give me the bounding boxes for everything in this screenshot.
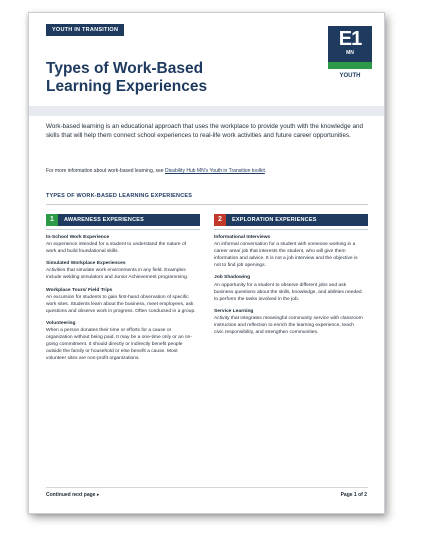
footer-divider — [46, 487, 368, 488]
list-item — [214, 274, 364, 302]
column-header-exploration — [214, 214, 368, 226]
title-line-2: Learning Experiences — [46, 78, 208, 95]
logo-accent-bar — [328, 62, 372, 69]
item-heading: Workplace Tours/ Field Trips — [46, 287, 113, 293]
toolkit-link[interactable]: Disability Hub MN's Youth in Transition toolkit — [164, 168, 265, 174]
column-number-badge: 1 — [46, 214, 58, 226]
page-title — [46, 60, 296, 96]
item-heading: Service Learning — [214, 308, 254, 314]
intro-paragraph: Work-based learning is an educational approach that uses the workplace to provide youth with the knowledge and skills that will help them connect school experiences to real-life work activities and future career opportunities. — [46, 123, 364, 139]
item-text: Activity that integrates meaningful community service with classroom instruction and reflection to enrich the learning experience, teach civic responsibility, and strengthen communities. — [214, 315, 363, 336]
category-tag: YOUTH IN TRANSITION — [46, 24, 124, 36]
item-heading: Simulated Workplace Experiences — [46, 261, 126, 267]
section-divider — [46, 204, 368, 205]
title-line-1: Types of Work-Based — [46, 60, 204, 77]
column-divider — [46, 229, 200, 230]
column-number-badge: 2 — [214, 214, 226, 226]
section-heading: TYPES OF WORK-BASED LEARNING EXPERIENCES — [46, 193, 193, 199]
list-item — [214, 234, 364, 269]
item-text: Activities that simulate work environments in any field. Examples include welding simulators and Junior Achievement programming. — [46, 268, 189, 281]
list-item — [46, 320, 196, 363]
more-info-suffix: . — [264, 168, 267, 174]
logo-main-text: E1 — [338, 28, 362, 50]
document-page — [28, 12, 385, 514]
item-text: An informal conversation for a student with someone working in a career area/ job that interests the student, who will give them information and advice. It is not a job interview and the objective is not to find job openings. — [214, 242, 358, 269]
list-item — [214, 308, 364, 336]
column-body-exploration — [214, 234, 364, 341]
item-text: An excursion for students to gain first-hand observation of specific work sites. Students learn about the business, meet employees, ask questions and observe work in progress. Often conducted in a group. — [46, 294, 196, 314]
item-text: An opportunity for a student to observe different jobs and ask business questions about the skills, knowledge, and abilities needed to perform the tasks involved in the job. — [214, 282, 362, 302]
item-text: When a person donates their time or efforts for a cause or organization without being paid. It may be a one-time only or an on-going commitment. It should directly or indirectly benefit people outside the family or household or else benefit a cause. Most volunteer sites are non-profit organizations. — [46, 328, 192, 362]
column-title: EXPLORATION EXPERIENCES — [232, 217, 317, 223]
item-heading: In-School Work Experience — [46, 235, 110, 240]
logo-subtitle: YOUTH — [339, 73, 361, 79]
list-item — [46, 287, 196, 315]
item-heading: Volunteering — [46, 320, 76, 326]
column-body-awareness — [46, 234, 196, 368]
item-heading: Job Shadowing — [214, 275, 251, 281]
column-header-awareness — [46, 214, 200, 226]
e1mn-logo — [328, 26, 372, 69]
more-info-line — [46, 168, 368, 175]
more-info-prefix: For more information about work-based learning, see — [46, 168, 165, 174]
page-number: Page 1 of 2 — [340, 492, 367, 498]
header-divider-band — [29, 106, 384, 116]
item-text: An experience intended for a student to understand the nature of work and build foundational skills. — [46, 242, 187, 255]
continued-note: Continued next page ▸ — [46, 492, 100, 498]
list-item — [46, 234, 196, 255]
list-item — [46, 260, 196, 281]
item-heading: Informational Interviews — [214, 235, 271, 240]
column-divider — [214, 229, 368, 230]
logo-state-text: MN — [346, 50, 354, 56]
column-title: AWARENESS EXPERIENCES — [64, 217, 144, 223]
